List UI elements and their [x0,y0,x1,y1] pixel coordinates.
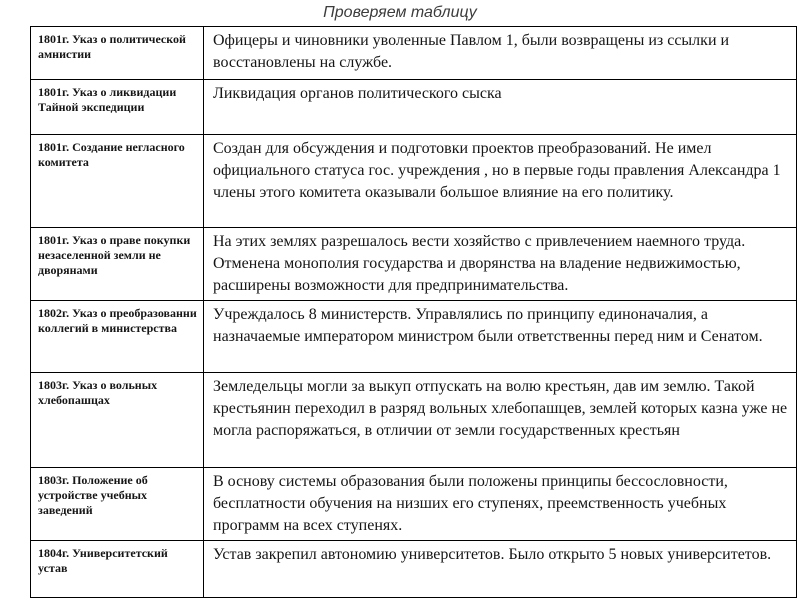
decree-term-cell: 1802г. Указ о преобразованни коллегий в министерства [31,301,204,373]
table-row [31,301,797,373]
table-row [31,80,797,135]
decree-term-cell: 1801г. Указ о политической амнистии [31,27,204,80]
decree-description-cell: Ликвидация органов политического сыска [204,80,797,135]
decree-description-cell: В основу системы образования были положены принципы бессословности, бесплатности обучения на низших его ступенях, преемственность учебных программ на всех ступенях. [204,468,797,541]
decrees-table [30,26,797,598]
decree-description-cell: На этих землях разрешалось вести хозяйство с привлечением наемного труда. Отменена монополия государства и дворянства на владение недвижимостью, расширены возможности для предпринимательства. [204,228,797,301]
decree-description-cell: Устав закрепил автономию университетов. Было открыто 5 новых университетов. [204,541,797,598]
table-row [31,27,797,80]
decree-description-cell: Создан для обсуждения и подготовки проектов преобразований. Не имел официального статуса гос. учреждения , но в первые годы правления Александра 1 члены этого комитета оказывали большое влияние на его политику. [204,135,797,228]
decree-term-cell: 1803г. Указ о вольных хлебопашцах [31,373,204,468]
decree-term-cell: 1801г. Указ о праве покупки незаселенной земли не дворянами [31,228,204,301]
decree-description-cell: Офицеры и чиновники уволенные Павлом 1, были возвращены из ссылки и восстановлены на службе. [204,27,797,80]
decree-term-cell: 1801г. Указ о ликвидации Тайной экспедиции [31,80,204,135]
table-row [31,468,797,541]
table-row [31,228,797,301]
decree-description-cell: Учреждалось 8 министерств. Управлялись по принципу единоначалия, а назначаемые императором министром были ответственны перед ним и Сенатом. [204,301,797,373]
decree-term-cell: 1803г. Положение об устройстве учебных заведений [31,468,204,541]
decree-term-cell: 1804г. Университетский устав [31,541,204,598]
decree-description-cell: Земледельцы могли за выкуп отпускать на волю крестьян, дав им землю. Такой крестьянин переходил в разряд вольных хлебопашцев, землей которых казна уже не могла распоряжаться, в отличии от земли государственных крестьян [204,373,797,468]
decrees-table-body [31,27,797,598]
table-row [31,373,797,468]
table-row [31,541,797,598]
table-row [31,135,797,228]
page-title: Проверяем таблицу [323,4,477,21]
decree-term-cell: 1801г. Создание негласного комитета [31,135,204,228]
